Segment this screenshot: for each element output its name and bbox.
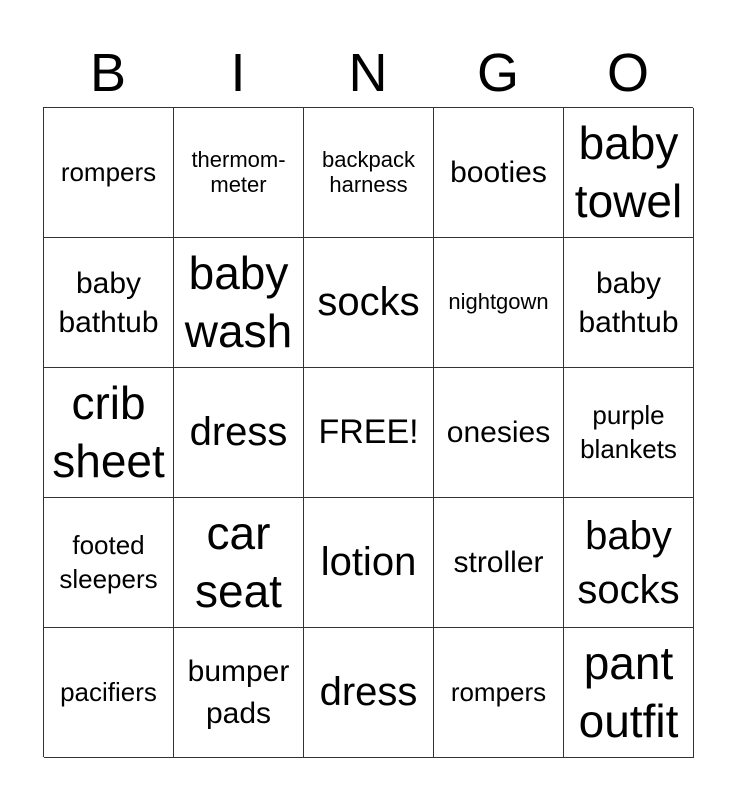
cell-label: baby wash — [184, 247, 293, 357]
header-letter-n: N — [348, 43, 388, 103]
header-letter-o: O — [606, 43, 649, 103]
cell-label: bumper pads — [187, 654, 290, 730]
cell-label: pant outfit — [578, 637, 679, 747]
bingo-cell-r2c2[interactable] — [174, 238, 304, 368]
bingo-cell-r1c3[interactable] — [304, 108, 434, 238]
bingo-cell-r5c1[interactable] — [44, 628, 174, 758]
bingo-cell-r5c4[interactable] — [434, 628, 564, 758]
cell-label: baby towel — [574, 117, 683, 227]
bingo-cell-r5c5[interactable] — [564, 628, 694, 758]
cell-label: backpack harness — [322, 146, 415, 197]
bingo-cell-r1c2[interactable] — [174, 108, 304, 238]
bingo-cell-r3c2[interactable] — [174, 368, 304, 498]
cell-label: lotion — [320, 540, 417, 585]
cell-label: FREE! — [318, 413, 419, 452]
cell-label: purple blankets — [580, 399, 677, 464]
bingo-cell-r4c5[interactable] — [564, 498, 694, 628]
cell-label: onesies — [446, 415, 551, 449]
cell-label: nightgown — [448, 289, 549, 315]
bingo-cell-r3c1[interactable] — [44, 368, 174, 498]
bingo-cell-r2c1[interactable] — [44, 238, 174, 368]
cell-label: baby bathtub — [58, 266, 159, 339]
bingo-cell-r4c1[interactable] — [44, 498, 174, 628]
cell-label: socks — [317, 280, 420, 325]
header-letter-i: I — [230, 43, 246, 103]
bingo-cell-r5c2[interactable] — [174, 628, 304, 758]
cell-label: crib sheet — [52, 377, 165, 487]
cell-label: dress — [319, 670, 418, 715]
header-letter-g: G — [476, 43, 519, 103]
cell-label: baby socks — [577, 513, 680, 612]
bingo-cell-r1c5[interactable] — [564, 108, 694, 238]
bingo-cell-r2c3[interactable] — [304, 238, 434, 368]
cell-label: baby bathtub — [578, 266, 679, 339]
cell-label: car seat — [195, 507, 282, 617]
cell-label: rompers — [60, 156, 157, 187]
bingo-cell-r3c5[interactable] — [564, 368, 694, 498]
cell-label: dress — [189, 410, 288, 455]
bingo-cell-r4c3[interactable] — [304, 498, 434, 628]
bingo-cell-r3c3[interactable] — [304, 368, 434, 498]
bingo-cell-r1c1[interactable] — [44, 108, 174, 238]
header-letter-b: B — [89, 43, 127, 103]
cell-label: stroller — [453, 545, 544, 579]
bingo-cell-r4c2[interactable] — [174, 498, 304, 628]
bingo-cell-r2c5[interactable] — [564, 238, 694, 368]
bingo-cell-r5c3[interactable] — [304, 628, 434, 758]
bingo-cell-r2c4[interactable] — [434, 238, 564, 368]
bingo-cell-r1c4[interactable] — [434, 108, 564, 238]
cell-label: rompers — [450, 676, 547, 707]
cell-label: booties — [450, 155, 547, 189]
bingo-header — [43, 40, 693, 106]
bingo-board — [43, 107, 693, 757]
cell-label: footed sleepers — [59, 529, 158, 594]
bingo-cell-r4c4[interactable] — [434, 498, 564, 628]
cell-label: pacifiers — [60, 676, 157, 707]
bingo-cell-r3c4[interactable] — [434, 368, 564, 498]
cell-label: thermom- meter — [191, 146, 286, 197]
